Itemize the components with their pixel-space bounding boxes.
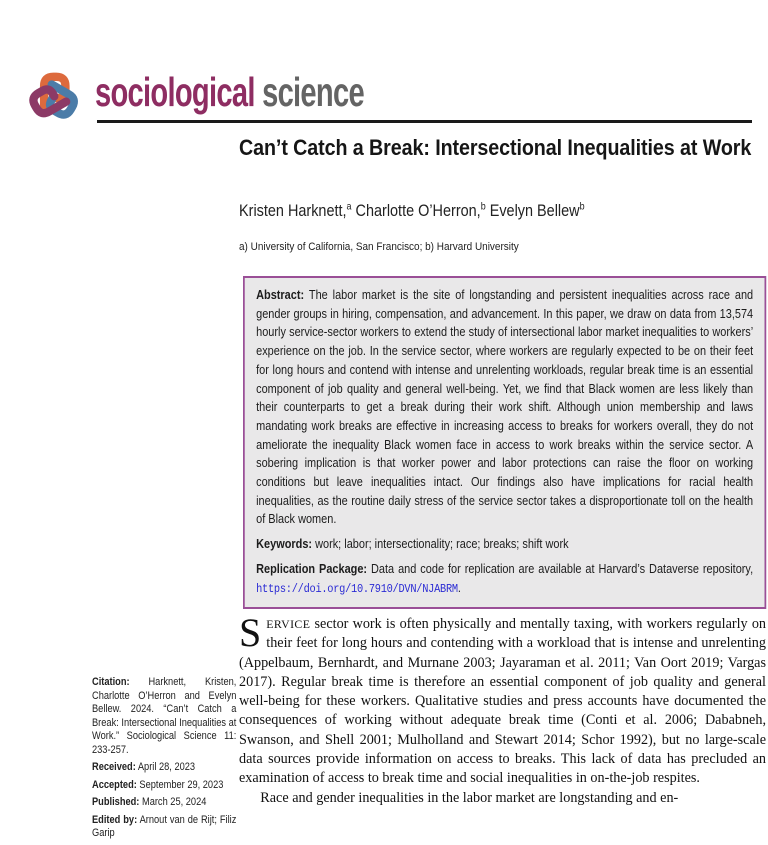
abstract-paragraph — [256, 286, 753, 529]
dropcap: S — [239, 610, 262, 655]
doi-link[interactable]: https://doi.org/10.7910/DVN/NJABRM — [256, 581, 458, 596]
abstract-text: The labor market is the site of longstanding and persistent inequalities across race and gender groups in hiring, compensation, and advancement. In this paper, we draw on data from 13,574 hourly service-sector workers to extend the study of intersectional labor market inequalities to workers’ experience on the job. In the service sector, where workers are regularly expected to be on their feet for long hours and contend with intense and unrelenting workloads, regular break time is an essential component of job quality and general well-being. Yet, we find that Black women are less likely than their counterparts to get a break during their work shift. Although union membership and laws mandating work breaks are effective in increasing access to breaks for workers overall, they do not ameliorate the inequality Black women face in access to work breaks within the service sector. A sobering implication is that worker power and labor protections can raise the floor on working conditions but leave inequalities intact. Our findings also have implications for racial health inequalities, as the routine daily stress of the service sector takes a disproportionate toll on the health of Black women. — [256, 288, 754, 527]
accepted-label: Accepted: — [92, 778, 137, 791]
replication-label: Replication Package: — [256, 561, 368, 576]
article-title: Can’t Catch a Break: Intersectional Inequalities at Work — [239, 135, 752, 160]
replication-text: Data and code for replication are available at Harvard’s Dataverse repository, — [371, 561, 754, 576]
article-meta-sidebar — [92, 676, 236, 845]
author-3-affiliation-mark: b — [579, 201, 585, 213]
keywords-line — [256, 535, 753, 554]
published-label: Published: — [92, 796, 140, 808]
author-2-affiliation-mark: b — [480, 201, 486, 213]
author-1-affiliation-mark: a — [346, 201, 352, 213]
edited-label: Edited by: — [92, 813, 138, 826]
author-3: Evelyn Bellew — [489, 202, 580, 220]
citation-label: Citation: — [92, 676, 130, 688]
accepted-entry — [92, 779, 236, 793]
keywords-text: work; labor; intersectionality; race; breaks; shift work — [315, 537, 569, 552]
header-rule — [97, 120, 752, 123]
published-date: March 25, 2024 — [141, 796, 207, 808]
received-label: Received: — [92, 761, 136, 773]
received-entry — [92, 761, 236, 775]
paragraph-2: Race and gender inequalities in the labor market are longstanding and en- — [260, 789, 679, 806]
received-date: April 28, 2023 — [137, 761, 196, 773]
article-authors — [239, 200, 764, 222]
article-affiliations: a) University of California, San Francisco; b) Harvard University — [239, 241, 519, 253]
replication-suffix: . — [457, 580, 461, 595]
accepted-date: September 29, 2023 — [139, 778, 224, 791]
journal-name-primary: sociological — [95, 69, 255, 115]
abstract-label: Abstract: — [256, 288, 305, 302]
journal-name-secondary: science — [254, 69, 364, 115]
article-body — [239, 610, 767, 808]
lead-smallcaps: ERVICE — [266, 617, 311, 631]
replication-line — [256, 560, 753, 598]
journal-logo-icon — [16, 55, 92, 135]
author-2: Charlotte O’Herron, — [355, 202, 481, 220]
keywords-label: Keywords: — [256, 537, 313, 552]
author-1: Kristen Harknett, — [239, 202, 347, 220]
edited-names: Arnout van de Rijt; Filiz Garip — [92, 813, 237, 839]
journal-wordmark — [95, 70, 422, 114]
edited-entry — [92, 814, 236, 841]
citation-text: Harknett, Kristen, Charlotte O’Herron and Evelyn Bellew. 2024. “Can’t Catch a Break: Intersectional Inequalities at Work.” Sociological Science 11: 233-257. — [92, 676, 237, 756]
paragraph-1-text: sector work is often physically and mentally taxing, with workers regularly on their feet for long hours and contending with a workload that is intense and unrelenting (Appelbaum, Bernhardt, and Murnane 2003; Jayaraman et al. 2011; Van Oort 2019; Vargas 2017). Regular break time is therefore an essential component of job quality and general well-being for these workers. Qualitative studies and press accounts have documented the consequences of working without adequate break time (Conti et al. 2006; Dababneh, Swanson, and Shell 2001; Mulholland and Stewart 2014; Schor 1992), but no large-scale data sources provide information on access to breaks. This lack of data has precluded an examination of access to break time and social inequalities in on-the-job respites. — [239, 616, 767, 787]
citation-entry — [92, 676, 236, 757]
published-entry — [92, 796, 236, 810]
paragraph-1 — [239, 610, 767, 789]
abstract-box — [243, 276, 766, 609]
